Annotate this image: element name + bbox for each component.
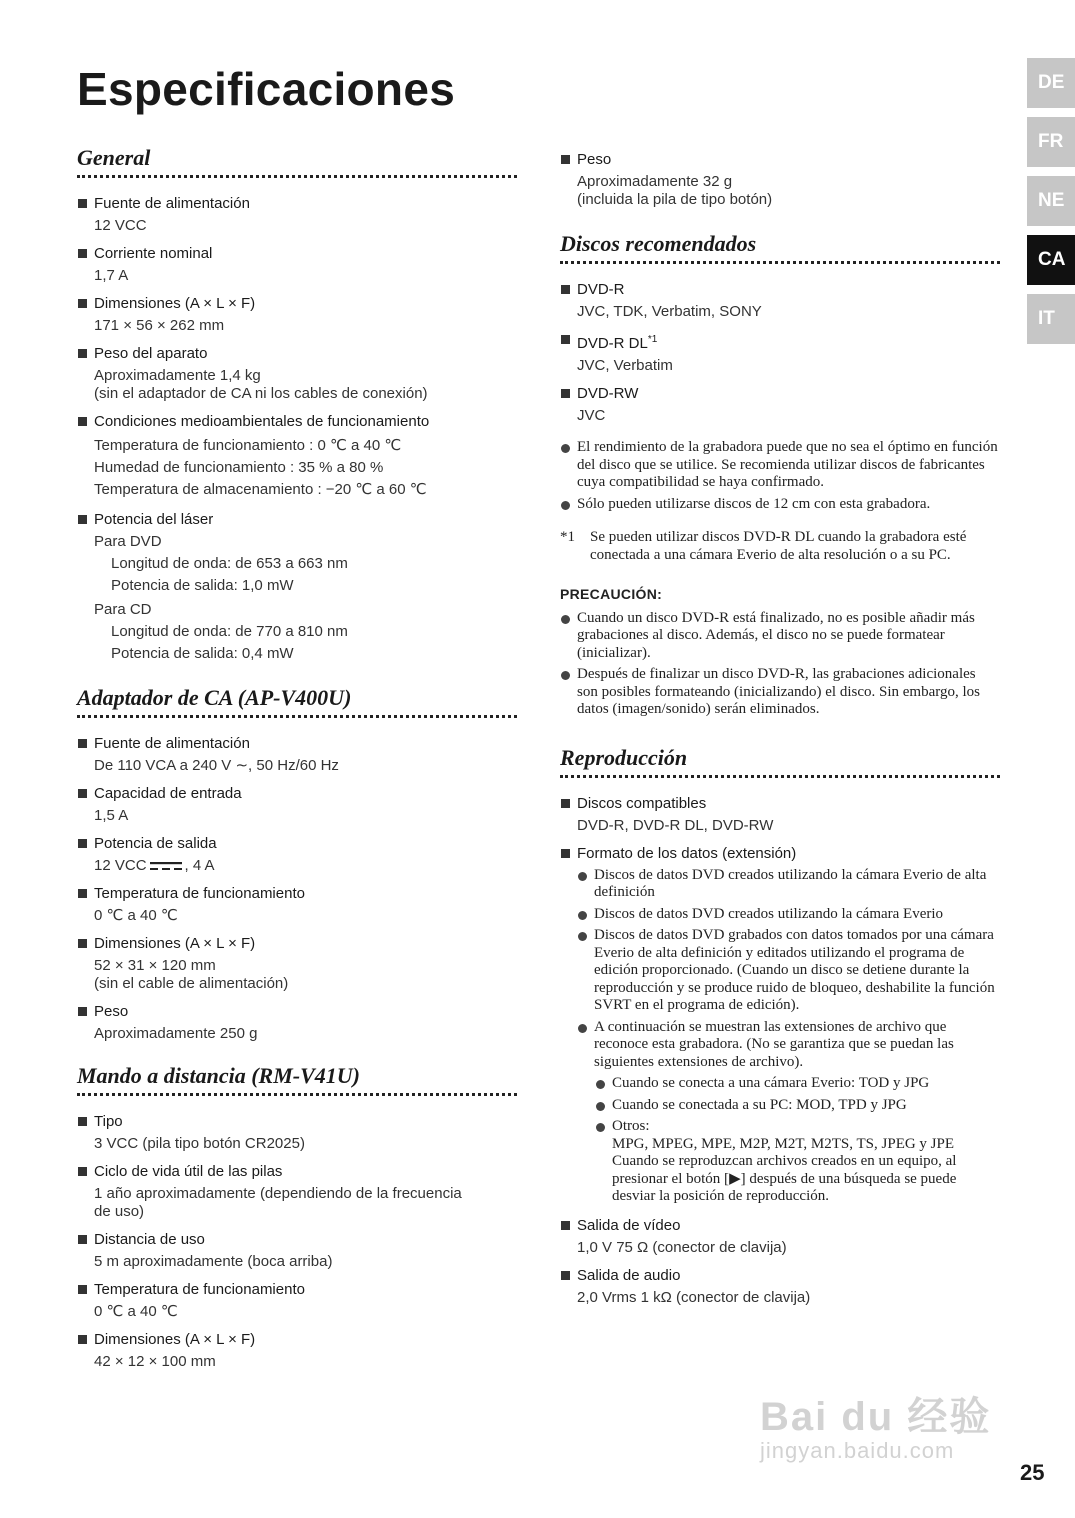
bullet-item: Discos de datos DVD creados utilizando la cámara Everio xyxy=(577,906,1000,924)
spec-value: Para CD xyxy=(94,601,152,618)
spec-label: Salida de audio xyxy=(560,1266,1000,1285)
left-column xyxy=(77,145,517,1385)
spec-label: Ciclo de vida útil de las pilas xyxy=(77,1162,517,1181)
spec-item xyxy=(77,1330,517,1371)
spec-item xyxy=(77,344,517,403)
spec-label: Dimensiones (A × L × F) xyxy=(77,934,517,953)
watermark xyxy=(760,1385,1010,1475)
tab-ne[interactable]: NE xyxy=(1027,176,1075,226)
spec-label xyxy=(560,330,1000,353)
spec-value: Aproximadamente 32 g (incluida la pila de tipo botón) xyxy=(577,173,773,208)
spec-value: 1,7 A xyxy=(94,267,129,284)
spec-item xyxy=(77,194,517,235)
section-adapter xyxy=(77,685,517,1043)
spec-item xyxy=(560,280,1000,321)
bullet-item: Sólo pueden utilizarse discos de 12 cm con esta grabadora. xyxy=(560,496,1000,514)
spec-value xyxy=(77,857,517,875)
spec-item xyxy=(77,412,517,501)
spec-item xyxy=(77,510,517,665)
spec-value: Temperatura de funcionamiento : 0 ℃ a 40 ℃ Humedad de funcionamiento : 35 % a 80 % Temperatura de almacenamiento : −20 ℃ a 60 ℃ xyxy=(94,437,427,498)
dc-symbol-icon xyxy=(149,860,183,872)
spec-value: Aproximadamente 250 g xyxy=(94,1025,258,1042)
footnote-text: Se pueden utilizar discos DVD-R DL cuando la grabadora esté conectada a una cámara Everio de alta resolución o a su PC. xyxy=(590,529,967,563)
spec-item xyxy=(77,1112,517,1153)
spec-label: DVD-R xyxy=(560,280,1000,299)
spec-label: Potencia de salida xyxy=(77,834,517,853)
spec-item xyxy=(560,384,1000,425)
spec-value: Longitud de onda: de 653 a 663 nm Potencia de salida: 1,0 mW xyxy=(111,555,348,594)
spec-item xyxy=(77,1280,517,1321)
section-remote xyxy=(77,1063,517,1371)
spec-item xyxy=(560,844,1000,863)
spec-value: Aproximadamente 1,4 kg (sin el adaptador de CA ni los cables de conexión) xyxy=(94,367,428,402)
bullet-item: Cuando se conectada a su PC: MOD, TPD y JPG xyxy=(595,1097,1000,1115)
spec-item xyxy=(77,734,517,775)
page-number: 25 xyxy=(1020,1460,1045,1485)
spec-label: Peso del aparato xyxy=(77,344,517,363)
spec-value: 0 ℃ a 40 ℃ xyxy=(94,1303,178,1320)
disc-notes xyxy=(560,439,1000,719)
spec-value: 5 m aproximadamente (boca arriba) xyxy=(94,1253,333,1270)
right-column xyxy=(560,150,1000,1321)
spec-label: Temperatura de funcionamiento xyxy=(77,884,517,903)
spec-value: DVD-R, DVD-R DL, DVD-RW xyxy=(577,816,774,834)
spec-value: Para DVD xyxy=(94,533,162,550)
bullet-item: Cuando se conecta a una cámara Everio: TOD y JPG xyxy=(595,1075,1000,1093)
spec-value: 42 × 12 × 100 mm xyxy=(94,1353,216,1370)
spec-label-text: DVD-R DL xyxy=(577,335,648,352)
spec-item xyxy=(560,1216,1000,1257)
footnote-ref: *1 xyxy=(647,334,658,345)
spec-item xyxy=(77,834,517,875)
spec-label: Corriente nominal xyxy=(77,244,517,263)
page-title: Especificaciones xyxy=(77,63,456,115)
spec-label: Fuente de alimentación xyxy=(77,734,517,753)
spec-value: 1,0 V 75 Ω (conector de clavija) xyxy=(577,1238,787,1256)
spec-item xyxy=(77,784,517,825)
others-value: MPG, MPEG, MPE, M2P, M2T, M2TS, TS, JPEG y JPE xyxy=(612,1135,955,1152)
spec-item xyxy=(77,1002,517,1043)
spec-label: Peso xyxy=(77,1002,517,1021)
spec-item xyxy=(560,794,1000,835)
spec-value: 171 × 56 × 262 mm xyxy=(94,317,225,334)
spec-value: 52 × 31 × 120 mm (sin el cable de alimentación) xyxy=(94,957,289,992)
caution-heading: PRECAUCIÓN: xyxy=(560,586,663,602)
spec-label: Tipo xyxy=(77,1112,517,1131)
section-heading: General xyxy=(77,145,517,178)
tab-de[interactable]: DE xyxy=(1027,58,1075,108)
spec-label: Capacidad de entrada xyxy=(77,784,517,803)
spec-label: Salida de vídeo xyxy=(560,1216,1000,1235)
language-tabs xyxy=(1027,58,1075,353)
spec-value: 3 VCC (pila tipo botón CR2025) xyxy=(94,1135,305,1152)
spec-item xyxy=(77,244,517,285)
bullet-item: Discos de datos DVD creados utilizando la cámara Everio de alta definición xyxy=(577,867,1000,902)
spec-value-part: , 4 A xyxy=(184,857,215,874)
footnote-mark: *1 xyxy=(560,529,575,545)
tab-it[interactable]: IT xyxy=(1027,294,1075,344)
spec-item xyxy=(77,934,517,993)
spec-label: Discos compatibles xyxy=(560,794,1000,813)
section-playback xyxy=(560,745,1000,1307)
spec-value: 2,0 Vrms 1 kΩ (conector de clavija) xyxy=(577,1288,811,1306)
section-heading: Discos recomendados xyxy=(560,231,1000,264)
bullet-item: El rendimiento de la grabadora puede que no sea el óptimo en función del disco que se utilice. Se recomienda utilizar discos de fabricantes cuya compatibilidad se haya confirmado. xyxy=(560,439,1000,492)
spec-value: 12 VCC xyxy=(94,217,147,234)
spec-value: 1 año aproximadamente (dependiendo de la frecuencia de uso) xyxy=(94,1185,462,1220)
bullet-item: Discos de datos DVD grabados con datos tomados por una cámara Everio de alta definición y editados utilizando el programa de edición proporcionado. (Cuando un disco se detiene durante la reproducción y se produce ruido de bloqueo, deshabilite la función SVRT en el programa de edición). xyxy=(577,927,1000,1015)
spec-label: Dimensiones (A × L × F) xyxy=(77,1330,517,1349)
section-heading: Mando a distancia (RM-V41U) xyxy=(77,1063,517,1096)
spec-value: De 110 VCA a 240 V ∼, 50 Hz/60 Hz xyxy=(94,757,339,774)
spec-label: Distancia de uso xyxy=(77,1230,517,1249)
caution-item: Cuando un disco DVD-R está finalizado, no es posible añadir más grabaciones al disco. Además, el disco no se puede formatear (inicializar). xyxy=(560,610,1000,663)
spec-label: Condiciones medioambientales de funcionamiento xyxy=(77,412,517,431)
watermark-logo: Bai du 经验 xyxy=(760,1395,992,1439)
footnote xyxy=(560,529,1000,564)
caution-item: Después de finalizar un disco DVD-R, las grabaciones adicionales son posibles formateando (inicializando) el disco. Sin embargo, los datos (imagen/sonido) serán eliminados. xyxy=(560,666,1000,719)
spec-value-part: 12 VCC xyxy=(94,857,147,874)
spec-label: Temperatura de funcionamiento xyxy=(77,1280,517,1299)
spec-item xyxy=(77,1162,517,1221)
others-label: Otros: xyxy=(612,1118,650,1134)
spec-label: Fuente de alimentación xyxy=(77,194,517,213)
bullet-item xyxy=(595,1118,1000,1206)
spec-label: Formato de los datos (extensión) xyxy=(560,844,1000,863)
section-heading: Reproducción xyxy=(560,745,1000,778)
play-icon: ▶ xyxy=(729,1170,741,1187)
spec-value: JVC, Verbatim xyxy=(577,357,673,374)
others-note xyxy=(612,1153,1000,1206)
format-list xyxy=(560,867,1000,1206)
spec-value: JVC xyxy=(577,407,606,424)
section-discs xyxy=(560,231,1000,719)
spec-item xyxy=(560,330,1000,375)
section-heading: Adaptador de CA (AP-V400U) xyxy=(77,685,517,718)
spec-item xyxy=(560,150,1000,209)
spec-item xyxy=(77,884,517,925)
tab-fr[interactable]: FR xyxy=(1027,117,1075,167)
spec-label: Peso xyxy=(560,150,1000,169)
section-general xyxy=(77,145,517,665)
others-note-text: ] después de una búsqueda se puede desviar la posición de reproducción. xyxy=(612,1170,957,1204)
spec-item xyxy=(77,1230,517,1271)
spec-label: Potencia del láser xyxy=(77,510,517,529)
spec-item xyxy=(77,294,517,335)
tab-ca[interactable]: CA xyxy=(1027,235,1075,285)
spec-label: DVD-RW xyxy=(560,384,1000,403)
spec-value: 1,5 A xyxy=(94,807,129,824)
spec-label: Dimensiones (A × L × F) xyxy=(77,294,517,313)
spec-value: JVC, TDK, Verbatim, SONY xyxy=(577,303,762,320)
spec-value: 0 ℃ a 40 ℃ xyxy=(94,907,178,924)
spec-item xyxy=(560,1266,1000,1307)
others-note-text: Cuando se reproduzcan archivos creados en un equipo, al presionar el botón [ xyxy=(612,1153,957,1187)
bullet-item: A continuación se muestran las extensiones de archivo que reconoce esta grabadora. (No se garantiza que se puedan las siguientes extensiones de archivo). xyxy=(577,1019,1000,1072)
watermark-url: jingyan.baidu.com xyxy=(760,1438,955,1463)
spec-value: Longitud de onda: de 770 a 810 nm Potencia de salida: 0,4 mW xyxy=(111,623,348,662)
